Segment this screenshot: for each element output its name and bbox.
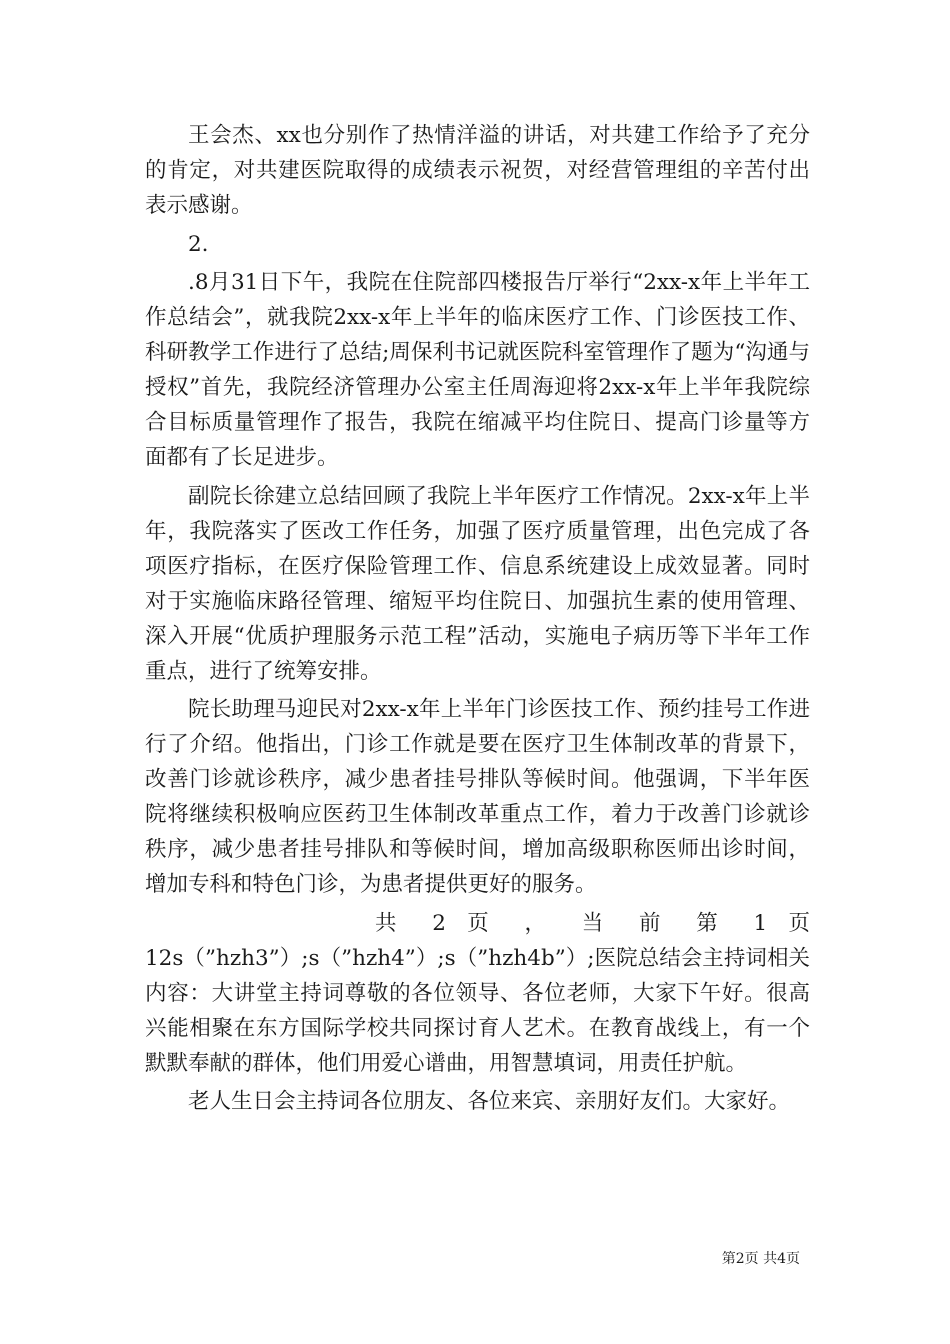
paragraph-4: 副院长徐建立总结回顾了我院上半年医疗工作情况。2xx-x年上半年，我院落实了医改工作任务，加强了医疗质量管理，出色完成了各项医疗指标，在医疗保险管理工作、信息系统建设上成效显著。同时对于实施临床路径管理、缩短平均住院日、加强抗生素的使用管理、深入开展“优质护理服务示范工程”活动，实施电子病历等下半年工作重点，进行了统筹安排。 [145, 483, 810, 684]
paragraph-7: 12s（”hzh3”）;s（”hzh4”）;s（”hzh4b”）;医院总结会主持词相关内容：大讲堂主持词尊敬的各位领导、各位老师，大家下午好。很高兴能相聚在东方国际学校共同探讨育人艺术。在教育战线上，有一个默默奉献的群体，他们用爱心谱曲，用智慧填词，用责任护航。 [145, 945, 810, 1076]
page-footer: 第2页 共4页 [721, 1251, 800, 1267]
paragraph-2: 2. [188, 231, 209, 257]
paragraph-8: 老人生日会主持词各位朋友、各位来宾、亲朋好友们。大家好。 [188, 1089, 791, 1114]
document-body [145, 118, 810, 1123]
paragraph-3: .8月31日下午，我院在住院部四楼报告厅举行“2xx-x年上半年工作总结会”，就我院2xx-x年上半年的临床医疗工作、门诊医技工作、科研教学工作进行了总结;周保利书记就医院科室管理作了题为“沟通与授权”首先，我院经济管理办公室主任周海迎将2xx-x年上半年我院综合目标质量管理作了报告，我院在缩减平均住院日、提高门诊量等方面都有了长足进步。 [145, 270, 810, 470]
paragraph-1: 王会杰、xx也分别作了热情洋溢的讲话，对共建工作给予了充分的肯定，对共建医院取得的成绩表示祝贺，对经营管理组的辛苦付出表示感谢。 [145, 123, 810, 218]
page-count-line: 共 2 页 ， 当 前 第 1 页 [375, 910, 810, 936]
paragraph-5: 院长助理马迎民对2xx-x年上半年门诊医技工作、预约挂号工作进行了介绍。他指出，门诊工作就是要在医疗卫生体制改革的背景下，改善门诊就诊秩序，减少患者挂号排队等候时间。他强调，下半年医院将继续积极响应医药卫生体制改革重点工作，着力于改善门诊就诊秩序，减少患者挂号排队和等候时间，增加高级职称医师出诊时间，增加专科和特色门诊，为患者提供更好的服务。 [145, 697, 810, 897]
